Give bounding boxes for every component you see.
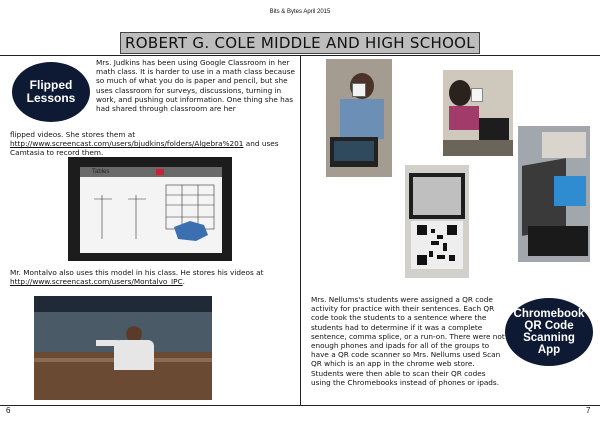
badge-line: Chromebook [513, 307, 585, 320]
badge-line: Flipped [29, 78, 73, 93]
chromebook-photo [518, 126, 590, 262]
student-photo-2 [443, 70, 513, 156]
badge-line: Scanning [523, 332, 575, 344]
nellums-paragraph: Mrs. Nellums's students were assigned a QR code activity for practice with their sentences. Each QR code took the students to a sentence where the students had to determine if it was a complete sentence, comma splice, or a run-on. There were not enough phones and ipads for all of the groups to have a QR code scanner so Mrs. Nellums used Scan QR which is an app in the chrome web store. Students were then able to scan their QR codes using the Chromebooks instead of phones or ipads. [311, 295, 505, 387]
video-title: Tables [92, 169, 110, 175]
badge-line: Lessons [26, 91, 76, 105]
flipped-lessons-badge [12, 62, 90, 122]
text-run: Mr. Montalvo also uses this model in his class. He stores his videos at [10, 268, 264, 277]
tables-video-screenshot [68, 157, 232, 261]
qr-code-photo [405, 165, 469, 278]
page-number-right: 7 [586, 406, 591, 415]
montalvo-paragraph [10, 268, 298, 286]
student-photo-1 [326, 59, 392, 177]
judkins-screencast-link[interactable]: http://www.screencast.com/users/bjudkins/folders/Algebra%201 [10, 139, 244, 149]
center-divider [300, 55, 301, 405]
lab-video-screenshot [34, 296, 212, 400]
school-title: ROBERT G. COLE MIDDLE AND HIGH SCHOOL [120, 32, 480, 54]
text-run: and uses Camtasia to record them. [10, 139, 279, 158]
montalvo-screencast-link[interactable]: http://www.screencast.com/users/Montalvo_IPC [10, 277, 183, 287]
page-number-left: 6 [6, 406, 11, 415]
badge-line: App [537, 344, 561, 357]
text-run: . [182, 277, 185, 287]
chromebook-qr-badge [505, 298, 593, 366]
badge-line: QR Code [524, 319, 574, 332]
bottom-rule [0, 405, 600, 406]
text-run: flipped videos. She stores them at [10, 130, 136, 139]
newsletter-header: Bits & Bytes April 2015 [269, 9, 331, 15]
judkins-paragraph: Mrs. Judkins has been using Google Classroom in her math class. It is harder to use in a math class because so much of what you do is paper and pencil, but she uses classroom for surveys, discussions, turning in work, and pushing out information. One thing she has had shared through classroom are her [96, 58, 296, 114]
judkins-paragraph-continued [10, 130, 298, 158]
